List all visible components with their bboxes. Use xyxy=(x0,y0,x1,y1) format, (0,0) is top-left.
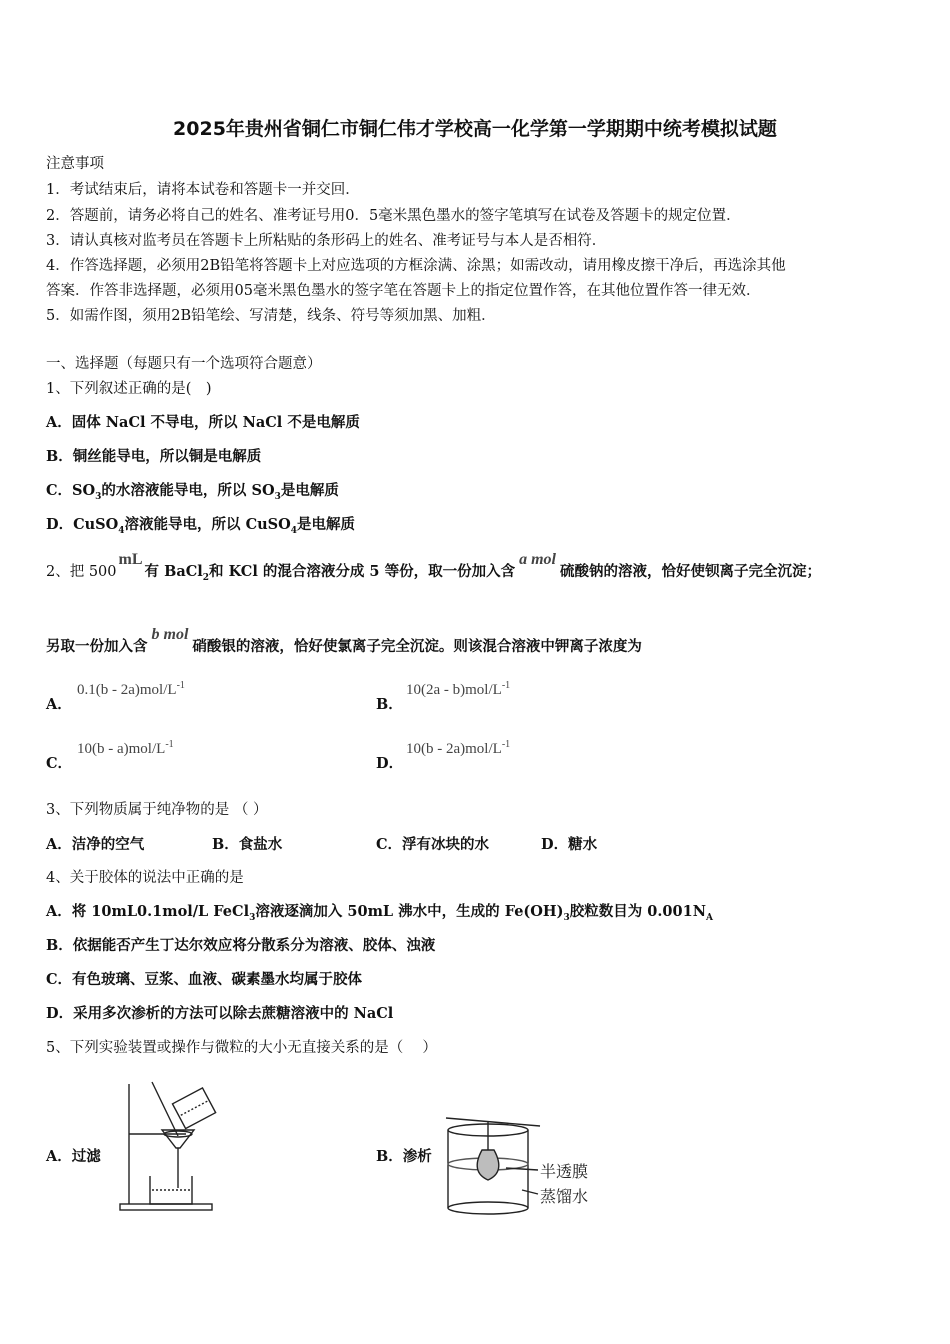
subscript: A xyxy=(705,912,713,923)
q3-option-c: C．浮有冰块的水 xyxy=(376,836,490,853)
membrane-label: 半透膜 xyxy=(540,1162,589,1181)
q1-d-text: 是电解质 xyxy=(297,516,356,533)
q2-text: 另取一份加入含 xyxy=(46,638,148,655)
math-amol: a mol xyxy=(519,551,556,568)
q4-option-a xyxy=(46,900,713,923)
q1-d-text: D．CuSO xyxy=(46,516,119,533)
distilled-water-label: 蒸馏水 xyxy=(540,1187,589,1206)
q2-text: 硫酸钠的溶液，恰好使钡离子完全沉淀； xyxy=(559,563,821,580)
notice-item: 3．请认真核对监考员在答题卡上所粘贴的条形码上的姓名、准考证号与本人是否相符． xyxy=(46,233,607,249)
q1-c-text: C．SO xyxy=(46,482,96,499)
superscript: -1 xyxy=(501,680,511,691)
expr-text: 10(b - a)mol/L xyxy=(77,741,166,757)
q4-option-c: C．有色玻璃、豆浆、血液、碳素墨水均属于胶体 xyxy=(46,971,363,988)
q2-option-a-label: A． xyxy=(46,696,72,713)
q5-stem: 5、下列实验装置或操作与微粒的大小无直接关系的是（ ） xyxy=(46,1040,437,1056)
q2-option-c-expr xyxy=(77,739,174,758)
expr-text: 10(b - 2a)mol/L xyxy=(406,741,502,757)
q4-a-text: A．将 10mL0.1mol/L FeCl xyxy=(46,903,250,920)
page-title: 2025年贵州省铜仁市铜仁伟才学校高一化学第一学期期中统考模拟试题 xyxy=(173,118,777,140)
expr-text: 0.1(b - 2a)mol/L xyxy=(77,682,177,698)
subscript: 4 xyxy=(290,525,298,536)
superscript: -1 xyxy=(176,680,185,691)
q3-option-a: A．洁净的空气 xyxy=(46,836,145,853)
subscript: 2 xyxy=(202,572,210,583)
expr-text: 10(2a - b)mol/L xyxy=(406,682,502,698)
q4-option-b: B．依据能否产生丁达尔效应将分散系分为溶液、胶体、浊液 xyxy=(46,937,436,954)
notice-item: 5．如需作图，须用2B铅笔绘、写清楚，线条、符号等须加黑、加粗． xyxy=(46,308,496,324)
q1-option-d xyxy=(46,513,355,536)
q1-option-b: B．铜丝能导电，所以铜是电解质 xyxy=(46,448,262,465)
q2-option-b-label: B． xyxy=(376,696,403,713)
q1-stem: 1、下列叙述正确的是( ) xyxy=(46,381,212,397)
q2-option-a-expr xyxy=(77,680,185,699)
notice-item: 答案．作答非选择题，必须用05毫米黑色墨水的签字笔在答题卡上的指定位置作答，在其他位置作答一律无效． xyxy=(46,283,761,299)
superscript: -1 xyxy=(501,739,511,750)
q2-text: 和 KCl 的混合溶液分成 5 等份，取一份加入含 xyxy=(209,563,516,580)
q4-a-text: 胶粒数目为 0.001N xyxy=(569,903,706,920)
notice-item: 4．作答选择题，必须用2B铅笔将答题卡上对应选项的方框涂满、涂黑；如需改动，请用橡皮擦干净后，再选涂其他 xyxy=(46,258,786,274)
subscript: 3 xyxy=(95,491,102,502)
notice-item: 1．考试结束后，请将本试卷和答题卡一并交回． xyxy=(46,182,360,198)
q5-option-a: A．过滤 xyxy=(46,1148,101,1165)
q3-stem: 3、下列物质属于纯净物的是 （ ） xyxy=(46,802,268,818)
q2-option-d-expr xyxy=(406,739,510,758)
q1-option-c xyxy=(46,479,339,502)
q2-text: 硝酸银的溶液，恰好使氯离子完全沉淀。则该混合溶液中钾离子浓度为 xyxy=(192,638,642,655)
subscript: 3 xyxy=(563,912,570,923)
q2-option-b-expr xyxy=(406,680,510,699)
notice-item: 2．答题前，请务必将自己的姓名、准考证号用0．5毫米黑色墨水的签字笔填写在试卷及答题卡的规定位置． xyxy=(46,208,741,224)
notice-heading: 注意事项 xyxy=(46,156,104,172)
filtration-apparatus-figure xyxy=(116,1078,224,1216)
q2-option-d-label: D． xyxy=(376,755,404,772)
q2-stem-line1 xyxy=(46,551,821,583)
q1-c-text: 是电解质 xyxy=(280,482,339,499)
q1-option-a: A．固体 NaCl 不导电，所以 NaCl 不是电解质 xyxy=(46,414,360,431)
q5-option-b: B．渗析 xyxy=(376,1148,432,1165)
q1-c-text: 的水溶液能导电，所以 SO xyxy=(101,482,275,499)
subscript: 4 xyxy=(118,525,125,536)
q3-option-b: B．食盐水 xyxy=(212,836,283,853)
math-unit: mL xyxy=(118,551,143,568)
subscript: 3 xyxy=(249,912,256,923)
dialysis-apparatus-figure xyxy=(440,1112,620,1220)
q4-option-d: D．采用多次渗析的方法可以除去蔗糖溶液中的 NaCl xyxy=(46,1005,394,1022)
subscript: 3 xyxy=(274,491,281,502)
q4-stem: 4、关于胶体的说法中正确的是 xyxy=(46,870,244,886)
math-bmol: b mol xyxy=(151,626,189,643)
q2-option-c-label: C． xyxy=(46,755,73,772)
q2-text: 2、把 500 xyxy=(46,564,117,580)
q3-option-d: D．糖水 xyxy=(541,836,598,853)
q2-text: 有 BaCl xyxy=(144,563,203,580)
q4-a-text: 溶液逐滴加入 50mL 沸水中，生成的 Fe(OH) xyxy=(255,903,564,920)
q1-d-text: 溶液能导电，所以 CuSO xyxy=(124,516,291,533)
q2-stem-line2 xyxy=(46,626,642,656)
section-heading: 一、选择题（每题只有一个选项符合题意） xyxy=(46,356,322,372)
superscript: -1 xyxy=(165,739,174,750)
